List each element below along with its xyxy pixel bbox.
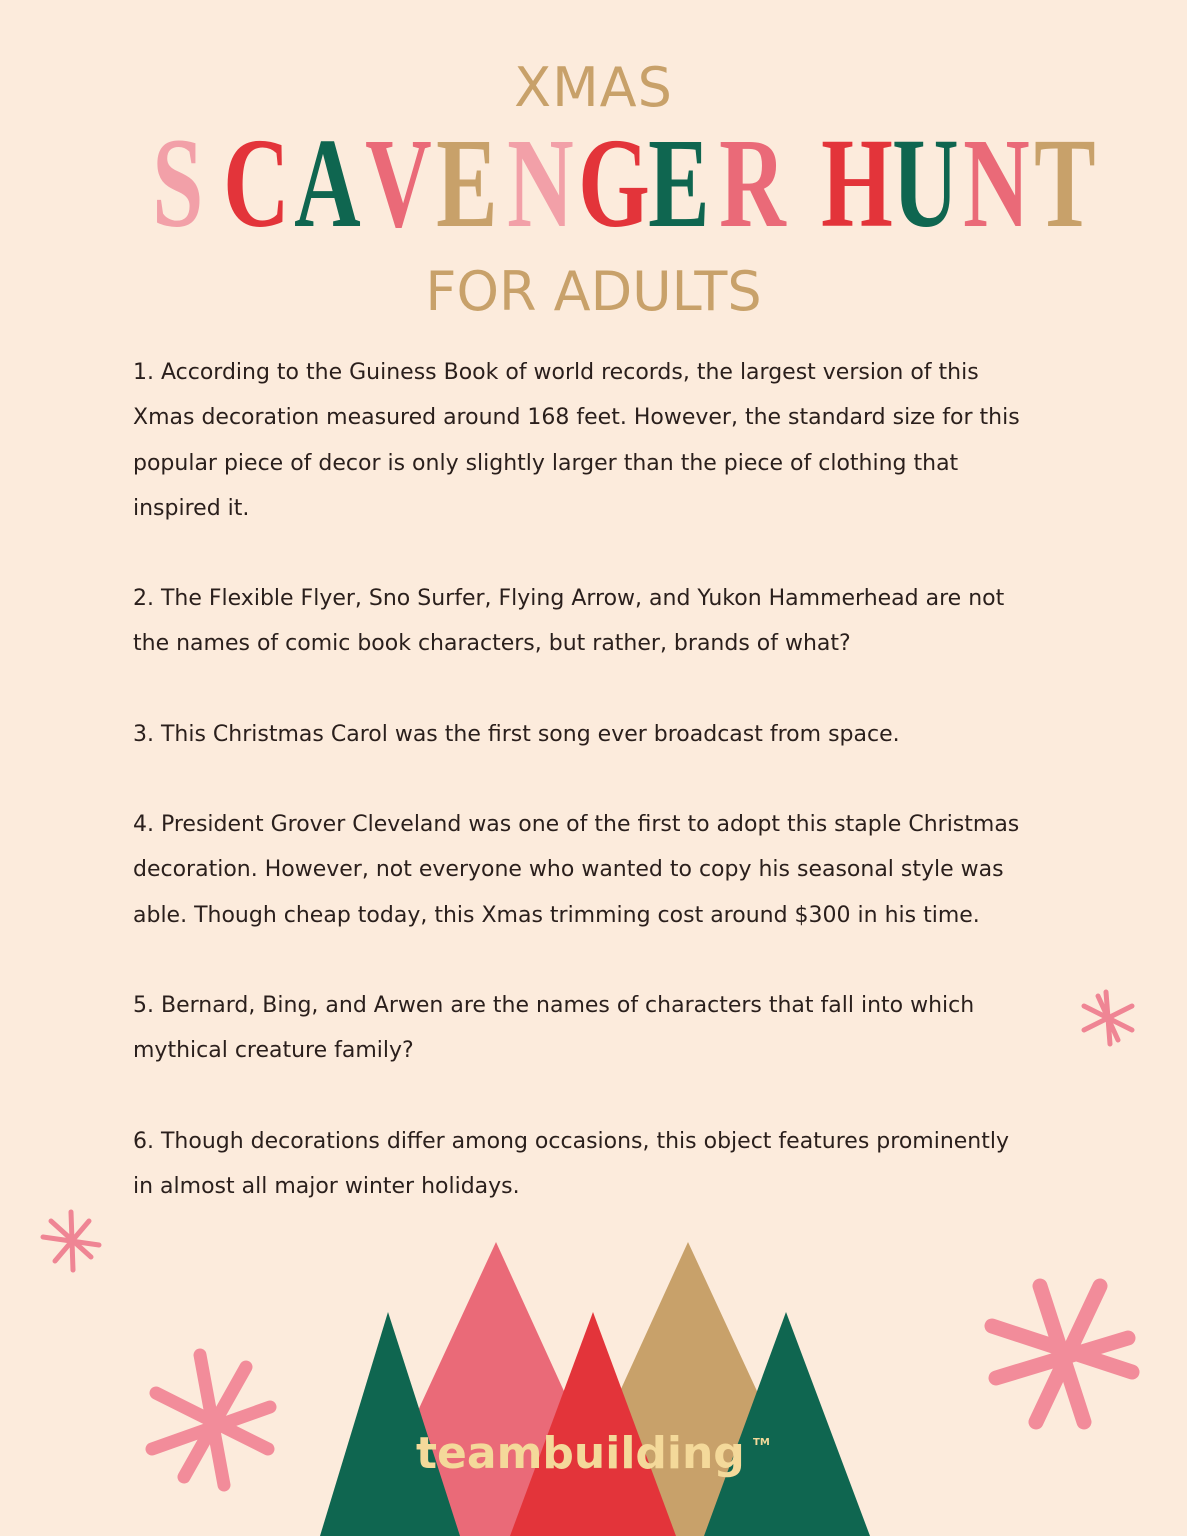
question-line: in almost all major winter holidays. — [133, 1173, 520, 1199]
title-letter: U — [892, 112, 959, 254]
question-line: able. Though cheap today, this Xmas trimming cost around $300 in his time. — [133, 902, 980, 928]
page-title — [144, 112, 1096, 254]
snowflake-icon — [980, 1270, 1144, 1434]
christmas-trees-graphic — [300, 1230, 900, 1536]
question-item — [133, 712, 1053, 757]
question-line: inspired it. — [133, 495, 250, 521]
question-line: the names of comic book characters, but rather, brands of what? — [133, 631, 851, 657]
title-letter: V — [364, 112, 432, 254]
title-letter: S — [152, 112, 204, 254]
title-letter: A — [293, 112, 361, 254]
title-letter: R — [719, 112, 787, 254]
question-item — [133, 802, 1053, 938]
page-subtitle: FOR ADULTS — [425, 260, 762, 323]
snowflake-icon — [1078, 988, 1138, 1048]
title-letter: N — [963, 112, 1030, 254]
title-letter: C — [223, 112, 290, 254]
question-line: 3. This Christmas Carol was the first song ever broadcast from space. — [133, 721, 900, 747]
question-line: 4. President Grover Cleveland was one of the first to adopt this staple Christmas — [133, 812, 1020, 838]
question-line: Xmas decoration measured around 168 feet. However, the standard size for this — [133, 405, 1020, 431]
question-list — [133, 350, 1053, 1254]
question-line: 2. The Flexible Flyer, Sno Surfer, Flying Arrow, and Yukon Hammerhead are not — [133, 586, 1005, 612]
title-letter: H — [821, 112, 894, 254]
title-letter: E — [648, 112, 711, 254]
title-letter: G — [577, 112, 650, 254]
trademark-mark: TM — [753, 1437, 770, 1448]
question-line: 6. Though decorations differ among occasions, this object features prominently — [133, 1128, 1010, 1154]
snowflake-icon — [142, 1345, 278, 1493]
question-item — [133, 350, 1053, 531]
title-letter: E — [435, 112, 498, 254]
question-line: 5. Bernard, Bing, and Arwen are the names of characters that fall into which — [133, 992, 975, 1018]
question-line: mythical creature family? — [133, 1038, 414, 1064]
question-item — [133, 576, 1053, 667]
question-line: popular piece of decor is only slightly larger than the piece of clothing that — [133, 450, 959, 476]
title-letter: T — [1034, 112, 1096, 254]
snowflake-icon — [38, 1208, 104, 1274]
header-top-line: XMAS — [514, 56, 673, 119]
question-item — [133, 983, 1053, 1074]
question-item — [133, 1119, 1053, 1210]
question-line: decoration. However, not everyone who wanted to copy his seasonal style was — [133, 857, 1004, 883]
question-line: 1. According to the Guiness Book of world records, the largest version of this — [133, 360, 979, 385]
teambuilding-logo: teambuilding — [416, 1428, 745, 1479]
title-letter: N — [506, 112, 574, 254]
